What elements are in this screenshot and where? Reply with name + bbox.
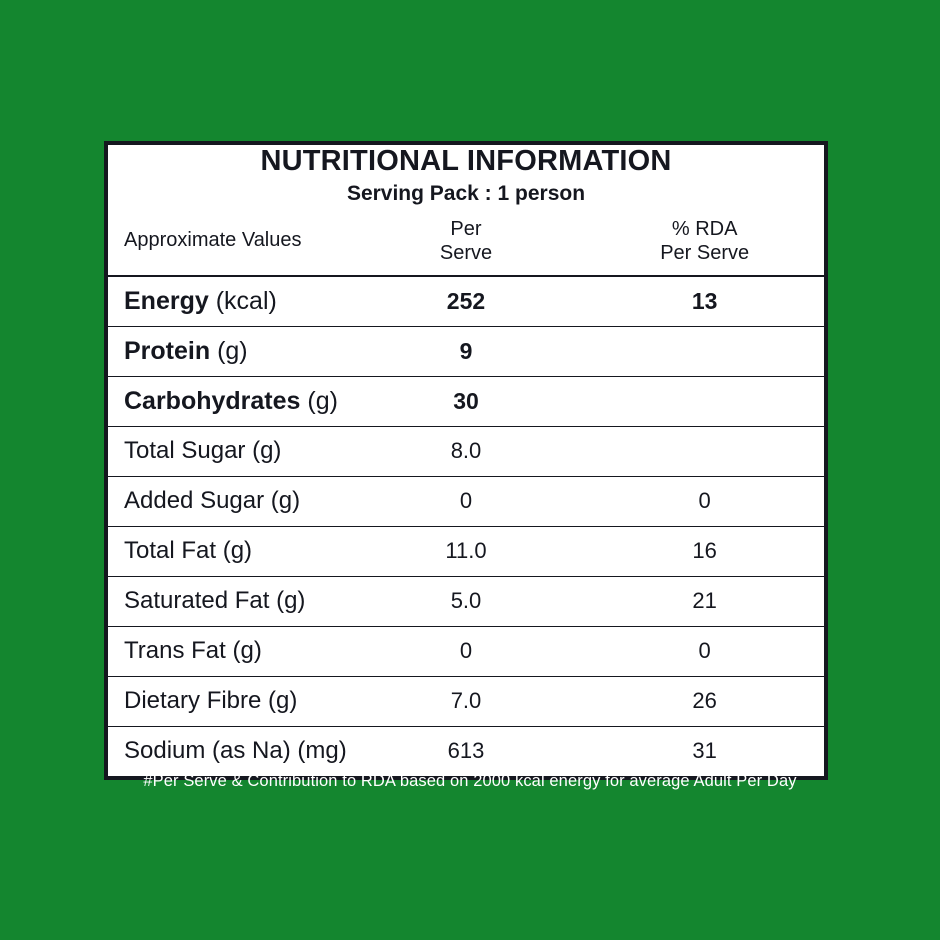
row-nutrient-unit: (g) xyxy=(276,587,306,615)
row-rda: 26 xyxy=(585,676,824,726)
row-label xyxy=(108,326,347,376)
row-per-serve: 0 xyxy=(347,626,586,676)
table-row xyxy=(108,476,824,526)
table-row xyxy=(108,576,824,626)
serving-pack-subtitle: Serving Pack : 1 person xyxy=(346,182,586,206)
row-rda xyxy=(585,326,824,376)
nutrition-panel xyxy=(104,141,828,780)
row-nutrient-unit: (g) xyxy=(217,336,248,365)
title-cell xyxy=(108,145,824,207)
row-per-serve: 9 xyxy=(347,326,586,376)
table-row xyxy=(108,726,824,776)
nutrition-table xyxy=(108,145,824,776)
row-nutrient-name: Added Sugar xyxy=(124,487,265,515)
row-label xyxy=(108,626,347,676)
row-nutrient-name: Energy xyxy=(124,286,209,315)
row-nutrient-unit: (g) xyxy=(268,687,298,715)
header-per-serve xyxy=(347,207,586,276)
nutrition-table-body xyxy=(108,145,824,776)
row-label xyxy=(108,426,347,476)
row-per-serve: 252 xyxy=(347,276,586,327)
header-rda-line2: Per Serve xyxy=(660,241,750,264)
row-nutrient-unit: (mg) xyxy=(297,737,347,765)
row-per-serve: 613 xyxy=(447,738,485,764)
row-nutrient-unit: (g) xyxy=(232,637,262,665)
table-row xyxy=(108,676,824,726)
row-per-serve: 30 xyxy=(347,376,586,426)
header-per-serve-line1: Per xyxy=(450,217,482,240)
row-label xyxy=(108,726,347,776)
row-label xyxy=(108,376,347,426)
row-per-serve: 8.0 xyxy=(347,426,586,476)
table-row xyxy=(108,626,824,676)
table-row xyxy=(108,376,824,426)
table-row xyxy=(108,326,824,376)
header-approximate-values: Approximate Values xyxy=(108,207,347,276)
row-nutrient-name: Trans Fat xyxy=(124,637,226,665)
table-row xyxy=(108,526,824,576)
row-nutrient-name: Protein xyxy=(124,336,211,365)
table-header-row xyxy=(108,207,824,276)
table-row xyxy=(108,426,824,476)
row-per-serve: 11.0 xyxy=(347,526,586,576)
row-rda: 0 xyxy=(585,626,824,676)
row-nutrient-unit: (g) xyxy=(222,537,253,565)
row-nutrient-name: Sodium (as Na) xyxy=(124,737,291,765)
row-rda: 16 xyxy=(585,526,824,576)
row-rda: 0 xyxy=(585,476,824,526)
header-rda-line1: % RDA xyxy=(671,217,738,240)
row-rda: 21 xyxy=(585,576,824,626)
row-nutrient-name: Total Fat xyxy=(124,537,217,565)
row-nutrient-name: Dietary Fibre xyxy=(124,687,262,715)
row-rda: 31 xyxy=(692,738,717,764)
row-label xyxy=(108,676,347,726)
row-label xyxy=(108,526,347,576)
page-title: NUTRITIONAL INFORMATION xyxy=(260,145,672,177)
row-per-serve: 0 xyxy=(347,476,586,526)
row-rda: 13 xyxy=(585,276,824,327)
row-nutrient-unit: (g) xyxy=(307,386,338,415)
row-nutrient-name: Carbohydrates xyxy=(124,386,301,415)
row-nutrient-unit: (g) xyxy=(270,487,301,515)
row-nutrient-name: Saturated Fat xyxy=(124,587,270,615)
row-nutrient-name: Total Sugar xyxy=(124,437,246,465)
row-label xyxy=(108,476,347,526)
header-per-serve-line2: Serve xyxy=(439,241,493,264)
row-rda xyxy=(585,426,824,476)
row-label xyxy=(108,276,347,327)
footnote-text: #Per Serve & Contribution to RDA based on 2000 kcal energy for average Adult Per Day xyxy=(143,772,797,790)
row-per-serve: 7.0 xyxy=(347,676,586,726)
row-nutrient-unit: (kcal) xyxy=(215,286,277,315)
row-nutrient-unit: (g) xyxy=(252,437,282,465)
header-rda-per-serve xyxy=(585,207,824,276)
row-per-serve: 5.0 xyxy=(347,576,586,626)
table-row xyxy=(108,276,824,327)
row-rda xyxy=(585,376,824,426)
row-label xyxy=(108,576,347,626)
title-row xyxy=(108,145,824,207)
